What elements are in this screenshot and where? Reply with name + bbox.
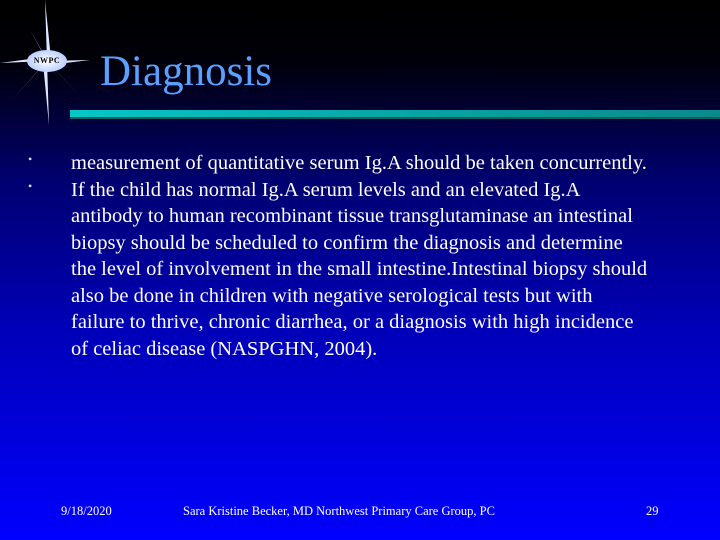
title-underline-shadow: [70, 117, 720, 119]
bullet-dot-icon: •: [28, 152, 33, 166]
bullet-list: [0, 150, 720, 362]
bullet-item: [0, 177, 720, 363]
bullet-text: measurement of quantitative serum Ig.A should be taken concurrently.: [71, 152, 647, 174]
footer-date: 9/18/2020: [61, 504, 112, 518]
slide-title: Diagnosis: [100, 48, 272, 95]
bullet-item: [0, 150, 720, 177]
logo-text: NWPC: [33, 56, 61, 65]
bullet-text: If the child has normal Ig.A serum levels and an elevated Ig.A antibody to human recombinant tissue transglutaminase an intestinal biopsy should be scheduled to confirm the diagnosis and determine the level of involvement in the small intestine.Intestinal biopsy should also be done in children with negative serological tests but with failure to thrive, chronic diarrhea, or a diagnosis with high incidence of celiac disease (NASPGHN, 2004).: [71, 178, 648, 360]
logo: [0, 0, 100, 150]
title-underline: [70, 110, 720, 117]
bullet-dot-icon: •: [28, 178, 33, 193]
footer-author: Sara Kristine Becker, MD Northwest Primary Care Group, PC: [183, 504, 495, 518]
footer-page-number: 29: [646, 504, 659, 518]
starburst-logo-icon: [0, 0, 100, 150]
